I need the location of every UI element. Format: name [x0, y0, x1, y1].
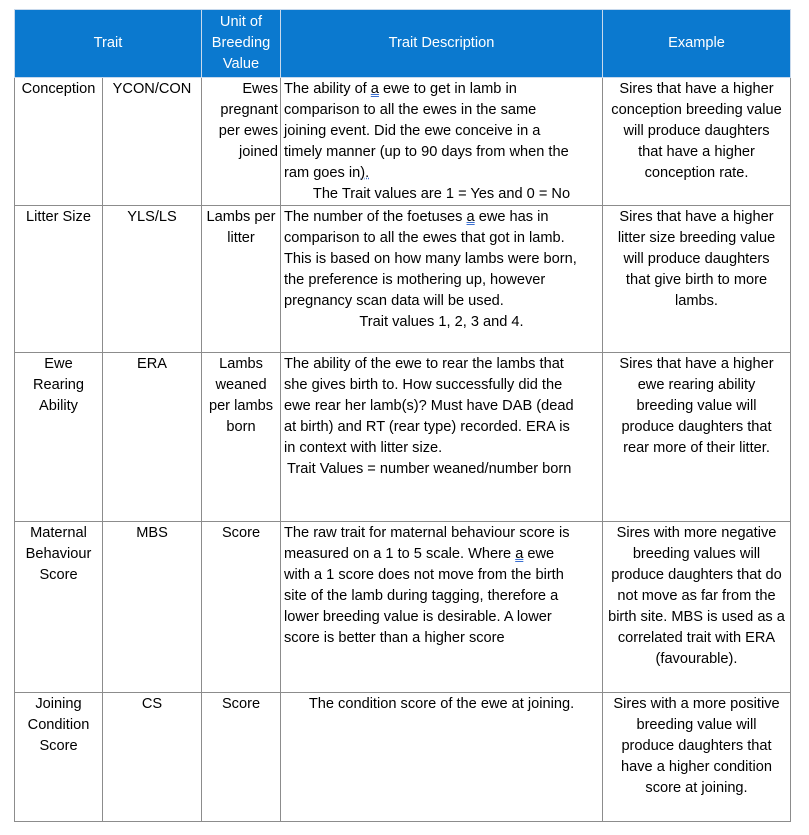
header-unit-line: Unit of: [219, 14, 263, 30]
trait-example: Sires with more negative breeding values will produce daughters that do not move as far from the birth site. MBS is used as a correlated trait with ERA (favourable).: [603, 522, 791, 693]
trait-example: Sires that have a higher conception breeding value will produce daughters that have a higher conception rate.: [603, 78, 791, 206]
trait-name: Conception: [15, 78, 103, 206]
header-trait: Trait: [15, 10, 202, 78]
trait-unit: Ewes pregnant per ewes joined: [202, 78, 281, 206]
trait-example: Sires that have a higher ewe rearing ability breeding value will produce daughters that rear more of their litter.: [603, 353, 791, 522]
trait-values-note: Trait Values = number weaned/number born: [287, 461, 572, 477]
trait-values-note: The Trait values are 1 = Yes and 0 = No: [312, 186, 571, 202]
header-description: Trait Description: [281, 10, 603, 78]
table-row: [15, 693, 791, 822]
trait-code: YCON/CON: [103, 78, 202, 206]
trait-name: Ewe Rearing Ability: [15, 353, 103, 522]
table-row: [15, 353, 791, 522]
header-row: [15, 10, 791, 78]
trait-description: The ability of a ewe to get in lamb in comparison to all the ewes in the same joining event. Did the ewe conceive in a timely manner (up to 90 days from when the ram goes in). The Trait values are 1 = Yes and 0 = No: [281, 78, 603, 206]
trait-description: The ability of the ewe to rear the lambs that she gives birth to. How successfully did the ewe rear her lamb(s)? Must have DAB (dead at birth) and RT (rear type) recorded. ERA is in context with litter size. Trait Values = number weaned/number born: [281, 353, 603, 522]
trait-unit: Score: [202, 522, 281, 693]
trait-description: The raw trait for maternal behaviour score is measured on a 1 to 5 scale. Where a ewe with a 1 score does not move from the birth site of the lamb during tagging, therefore a lower breeding value is desirable. A lower score is better than a higher score: [281, 522, 603, 693]
trait-code: YLS/LS: [103, 206, 202, 353]
header-unit-line: Breeding: [211, 35, 271, 51]
traits-table: [14, 9, 791, 822]
trait-name: Joining Condition Score: [15, 693, 103, 822]
table-row: [15, 206, 791, 353]
trait-unit: Lambs per litter: [202, 206, 281, 353]
table-row: [15, 78, 791, 206]
trait-code: MBS: [103, 522, 202, 693]
trait-example: Sires with a more positive breeding value will produce daughters that have a higher condition score at joining.: [603, 693, 791, 822]
trait-code: ERA: [103, 353, 202, 522]
trait-example: Sires that have a higher litter size breeding value will produce daughters that give birth to more lambs.: [603, 206, 791, 353]
trait-description: The number of the foetuses a ewe has in comparison to all the ewes that got in lamb. This is based on how many lambs were born, the preference is mothering up, however pregnancy scan data will be used. Trait values 1, 2, 3 and 4.: [281, 206, 603, 353]
trait-description: The condition score of the ewe at joining.: [281, 693, 603, 822]
trait-unit: Lambs weaned per lambs born: [202, 353, 281, 522]
header-unit-line: Value: [222, 56, 260, 72]
trait-values-note: Trait values 1, 2, 3 and 4.: [359, 314, 524, 330]
header-unit: [202, 10, 281, 78]
trait-name: Litter Size: [15, 206, 103, 353]
trait-unit: Score: [202, 693, 281, 822]
header-example: Example: [603, 10, 791, 78]
trait-code: CS: [103, 693, 202, 822]
table-row: [15, 522, 791, 693]
trait-name: Maternal Behaviour Score: [15, 522, 103, 693]
